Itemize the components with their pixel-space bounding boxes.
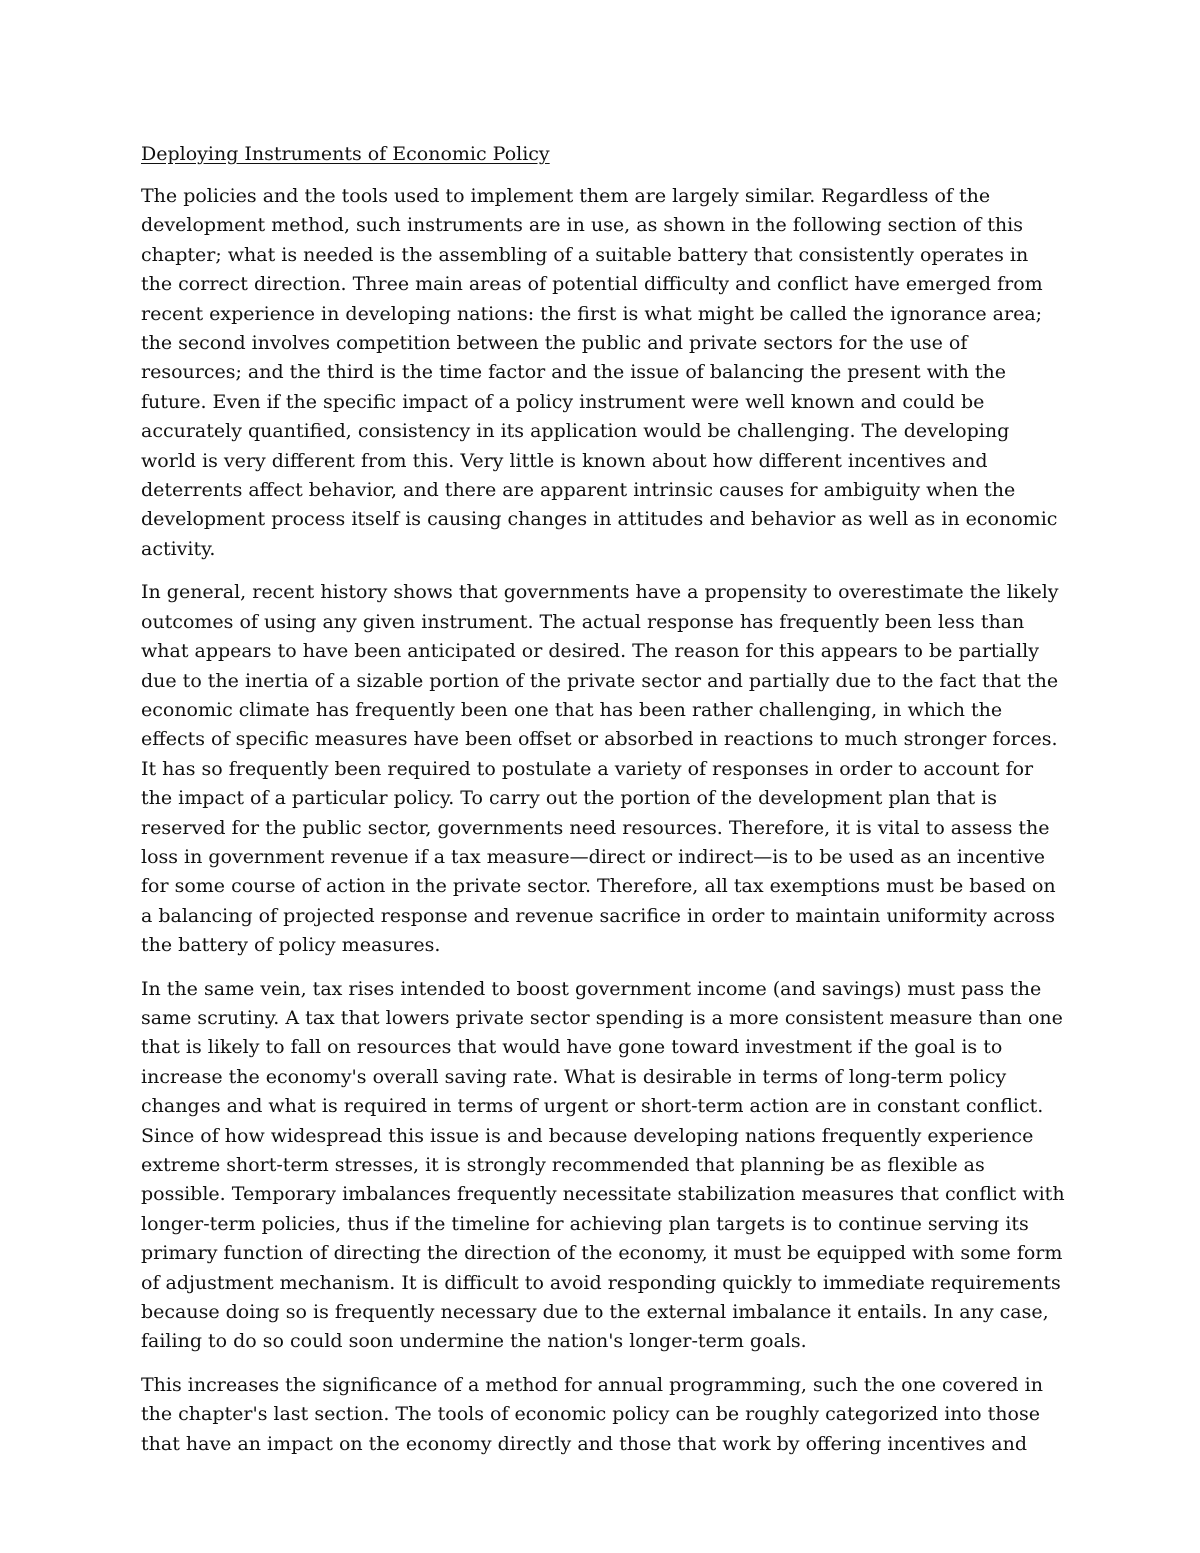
document-page [141,138,1065,1473]
paragraph-4: This increases the significance of a method for annual programming, such the one covered in the chapter's last section. The tools of economic policy can be roughly categorized into those that have an impact on the economy directly and those that work by offering incentives and [141,1373,1043,1455]
paragraph-1: The policies and the tools used to implement them are largely similar. Regardless of the development method, such instruments are in use, as shown in the following section of this chapter; what is needed is the assembling of a suitable battery that consistently operates in the correct direction. Three main areas of potential difficulty and conflict have emerged from recent experience in developing nations: the first is what might be called the ignorance area; the second involves competition between the public and private sectors for the use of resources; and the third is the time factor and the issue of balancing the present with the future. Even if the specific impact of a policy instrument were well known and could be accurately quantified, consistency in its application would be challenging. The developing world is very different from this. Very little is known about how different incentives and deterrents affect behavior, and there are apparent intrinsic causes for ambiguity when the development process itself is causing changes in attitudes and behavior as well as in economic activity. [141,185,1058,560]
paragraph-2: In general, recent history shows that governments have a propensity to overestimate the likely outcomes of using any given instrument. The actual response has frequently been less than what appears to have been anticipated or desired. The reason for this appears to be partially due to the inertia of a sizable portion of the private sector and partially due to the fact that the economic climate has frequently been one that has been rather challenging, in which the effects of specific measures have been offset or absorbed in reactions to much stronger forces. It has so frequently been required to postulate a variety of responses in order to account for the impact of a particular policy. To carry out the portion of the development plan that is reserved for the public sector, governments need resources. Therefore, it is vital to assess the loss in government revenue if a tax measure—direct or indirect—is to be used as an incentive for some course of action in the private sector. Therefore, all tax exemptions must be based on a balancing of projected response and revenue sacrifice in order to maintain uniformity across the battery of policy measures. [141,581,1059,957]
document-title: Deploying Instruments of Economic Policy [141,143,550,165]
paragraph-3: In the same vein, tax rises intended to boost government income (and savings) must pass the same scrutiny. A tax that lowers private sector spending is a more consistent measure than one that is likely to fall on resources that would have gone toward investment if the goal is to increase the economy's overall saving rate. What is desirable in terms of long-term policy changes and what is required in terms of urgent or short-term action are in constant conflict. Since of how widespread this issue is and because developing nations frequently experience extreme short-term stresses, it is strongly recommended that planning be as flexible as possible. Temporary imbalances frequently necessitate stabilization measures that conflict with longer-term policies, thus if the timeline for achieving plan targets is to continue serving its primary function of directing the direction of the economy, it must be equipped with some form of adjustment mechanism. It is difficult to avoid responding quickly to immediate requirements because doing so is frequently necessary due to the external imbalance it entails. In any case, failing to do so could soon undermine the nation's longer-term goals. [141,977,1065,1353]
